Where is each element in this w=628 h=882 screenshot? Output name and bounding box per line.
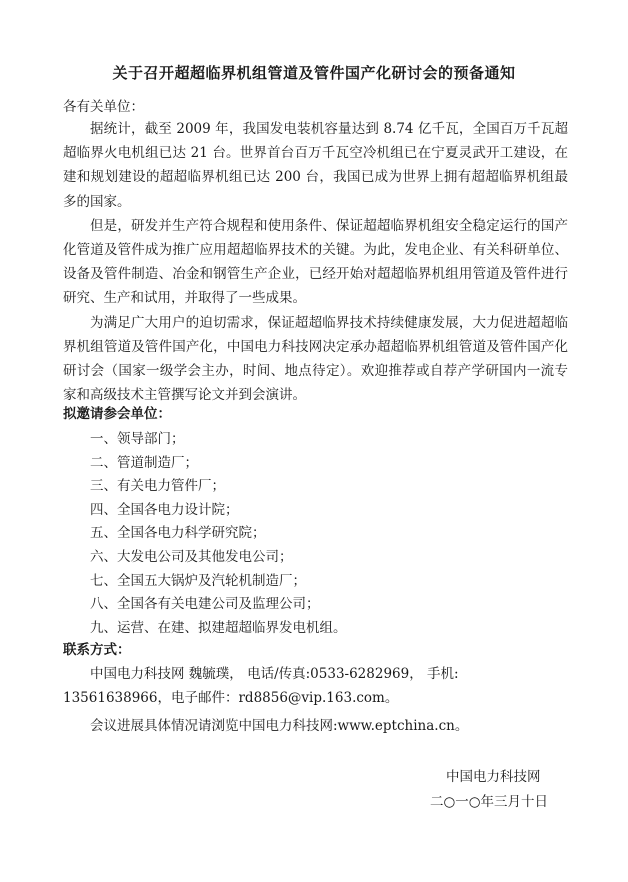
invitee-list	[90, 428, 347, 640]
list-item: 四、全国各电力设计院；	[90, 501, 239, 518]
list-item: 六、大发电公司及其他发电公司；	[90, 548, 293, 565]
body-paragraphs	[63, 117, 568, 407]
progress-line: 会议进展具体情况请浏览中国电力科技网:www.eptchina.cn。	[90, 718, 469, 734]
list-item: 八、全国各有关电建公司及监理公司；	[90, 596, 320, 613]
contact-line: 中国电力科技网 魏毓璞， 电话/传真:0533-6282969， 手机: 13561638966，电子邮件：rd8856@vip.163.com。	[63, 666, 459, 706]
list-item: 二、管道制造厂；	[90, 454, 198, 471]
list-item: 七、全国五大锅炉及汽轮机制造厂；	[90, 572, 306, 589]
document-title: 关于召开超超临界机组管道及管件国产化研讨会的预备通知	[112, 64, 516, 82]
list-item: 九、运营、在建、拟建超超临界发电机组。	[90, 619, 347, 636]
contact-info	[63, 662, 568, 738]
date: 二○一○年三月十日	[430, 794, 549, 810]
list-item: 一、领导部门；	[90, 431, 185, 447]
contact-heading: 联系方式：	[63, 642, 131, 658]
salutation: 各有关单位：	[63, 99, 144, 115]
list-item: 五、全国各电力科学研究院；	[90, 525, 266, 542]
paragraph-announcement: 为满足广大用户的迫切需求，保证超超临界技术持续健康发展，大力促进超超临界机组管道及管件国产化，中国电力科技网决定承办超超临界机组管道及管件国产化研讨会（国家一级学会主办，时间、地点待定）。欢迎推荐或自荐产学研国内一流专家和高级技术主管撰写论文并到会演讲。	[63, 314, 568, 404]
paragraph-challenge: 但是，研发并生产符合规程和使用条件、保证超超临界机组安全稳定运行的国产化管道及管件成为推广应用超超临界技术的关键。为此，发电企业、有关科研单位、设备及管件制造、冶金和钢管生产企业，已经开始对超超临界机组用管道及管件进行研究、生产和试用，并取得了一些成果。	[63, 217, 568, 307]
signature: 中国电力科技网	[446, 769, 541, 785]
invite-heading: 拟邀请参会单位：	[63, 406, 171, 422]
list-item: 三、有关电力管件厂；	[90, 478, 225, 495]
paragraph-statistics: 据统计，截至 2009 年，我国发电装机容量达到 8.74 亿千瓦，全国百万千瓦超超临界火电机组已达 21 台。世界首台百万千瓦空冷机组已在宁夏灵武开工建设，在建和规划建设的超超临界机组已达 200 台，我国已成为世界上拥有超超临界机组最多的国家。	[63, 121, 568, 210]
